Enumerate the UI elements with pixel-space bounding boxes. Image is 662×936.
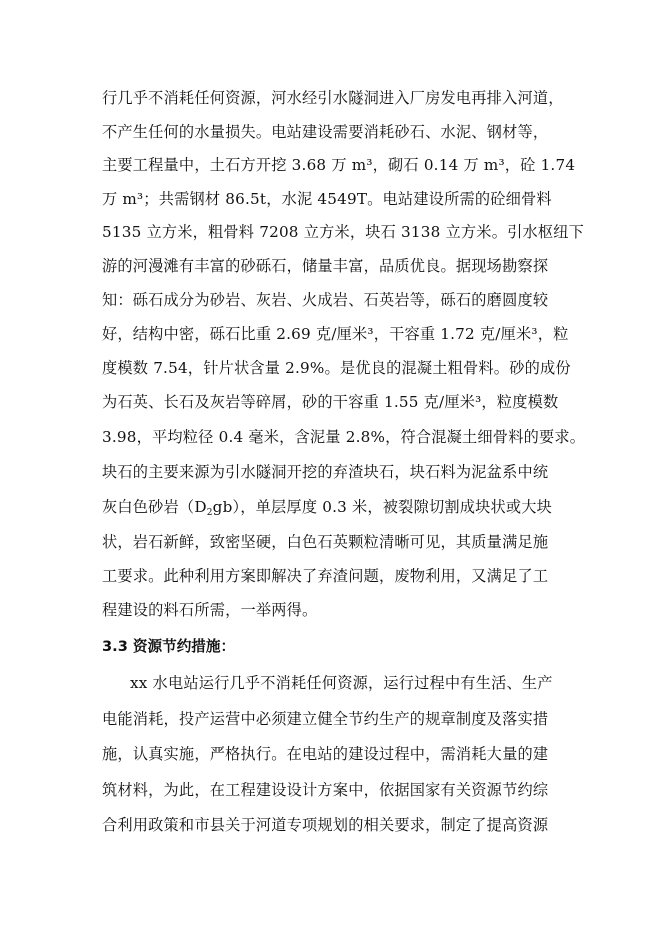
text-line: xx 水电站运行几乎不消耗任何资源，运行过程中有生活、生产 [130, 674, 553, 692]
text-line: 游的河漫滩有丰富的砂砾石，储量丰富，品质优良。据现场勘察探 [102, 257, 549, 275]
text-line: 状，岩石新鲜，致密坚硬，白色石英颗粒清晰可见，其质量满足施 [102, 533, 549, 551]
rock-line-before: 灰白色砂岩（D [102, 498, 207, 516]
text-line: 为石英、长石及灰岩等碎屑，砂的干容重 1.55 克/厘米³，粒度模数 [102, 393, 559, 411]
text-line: 合利用政策和市县关于河道专项规划的相关要求，制定了提高资源 [102, 816, 549, 834]
text-line: 5135 立方米，粗骨料 7208 立方米，块石 3138 立方米。引水枢纽下 [102, 223, 585, 241]
text-line: 不产生任何的水量损失。电站建设需要消耗砂石、水泥、钢材等， [102, 123, 549, 141]
text-line: 工要求。此种利用方案即解决了弃渣问题，废物利用，又满足了工 [102, 567, 549, 585]
rock-formation-line [102, 497, 562, 518]
section-heading: 3.3 资源节约措施： [102, 638, 236, 655]
text-line: 度模数 7.54，针片状含量 2.9%。是优良的混凝土粗骨料。砂的成份 [102, 359, 571, 377]
text-line: 3.98，平均粒径 0.4 毫米，含泥量 2.8%，符合混凝土细骨料的要求。 [102, 428, 586, 446]
text-line: 电能消耗，投产运营中必须建立健全节约生产的规章制度及落实措 [102, 710, 549, 728]
text-line: 万 m³；共需钢材 86.5t，水泥 4549T。电站建设所需的砼细骨料 [102, 190, 552, 208]
rock-line-subscript: 2 [206, 508, 213, 518]
text-line: 施，认真实施，严格执行。在电站的建设过程中，需消耗大量的建 [102, 745, 549, 763]
text-line: 行几乎不消耗任何资源，河水经引水隧洞进入厂房发电再排入河道， [102, 89, 564, 107]
text-line: 块石的主要来源为引水隧洞开挖的弃渣块石，块石料为泥盆系中统 [102, 463, 549, 481]
text-line: 好，结构中密，砾石比重 2.69 克/厘米³，干容重 1.72 克/厘米³，粒 [102, 325, 569, 343]
text-line: 知：砾石成分为砂岩、灰岩、火成岩、石英岩等，砾石的磨圆度较 [102, 291, 549, 309]
text-line: 程建设的料石所需，一举两得。 [102, 601, 318, 619]
text-line: 筑材料，为此，在工程建设设计方案中，依据国家有关资源节约综 [102, 781, 549, 799]
rock-line-after: gb），单层厚度 0.3 米，被裂隙切割成块状或大块 [212, 498, 553, 516]
text-line: 主要工程量中，土石方开挖 3.68 万 m³，砌石 0.14 万 m³，砼 1.74 [102, 156, 576, 174]
